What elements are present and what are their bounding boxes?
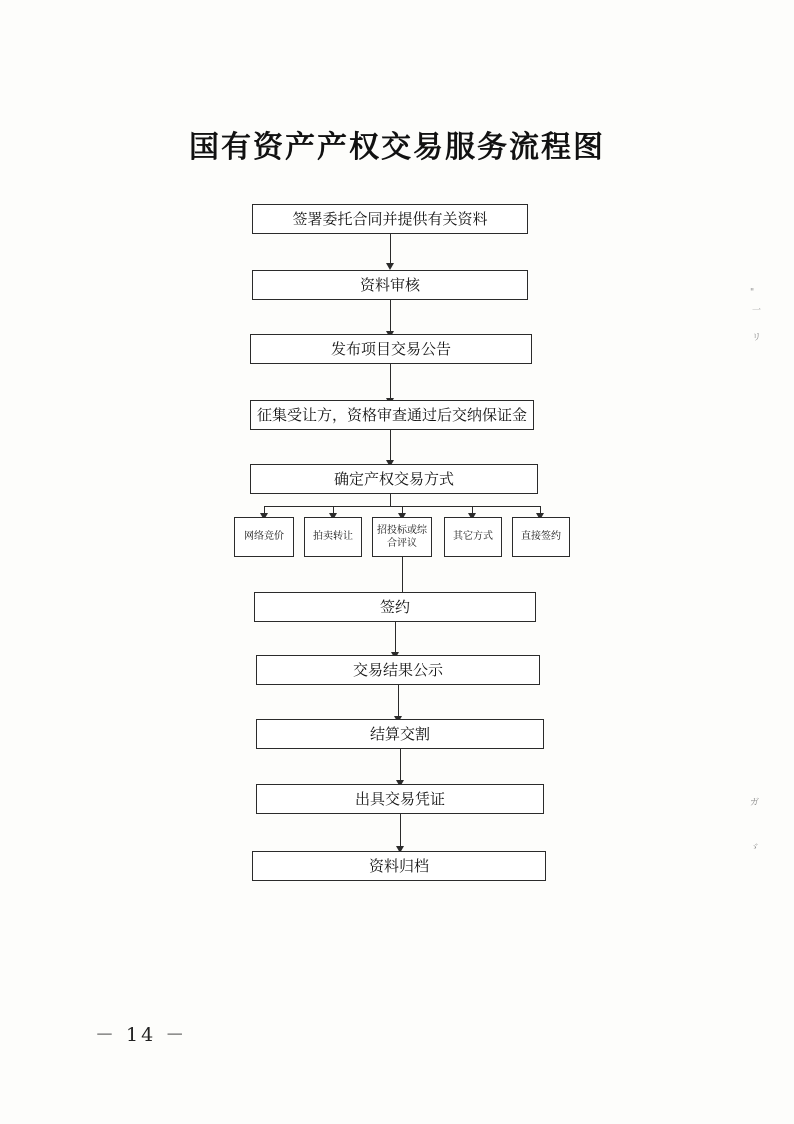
branch-box-3 bbox=[372, 517, 432, 557]
arrow-1 bbox=[386, 263, 394, 270]
flow-step-1 bbox=[252, 204, 528, 234]
connector-9 bbox=[400, 814, 401, 848]
branch-stem bbox=[390, 494, 391, 506]
flow-step-5 bbox=[250, 464, 538, 494]
flow-step-7-label: 交易结果公示 bbox=[352, 660, 443, 679]
flow-step-2 bbox=[252, 270, 528, 300]
branch-box-1 bbox=[234, 517, 294, 557]
connector-8 bbox=[400, 749, 401, 782]
connector-7 bbox=[398, 685, 399, 718]
flow-step-3 bbox=[250, 334, 532, 364]
flow-step-3-label: 发布项目交易公告 bbox=[330, 339, 451, 358]
branch-box-4-label: 其它方式 bbox=[453, 531, 493, 543]
page-title: 国有资产产权交易服务流程图 bbox=[189, 130, 605, 165]
connector-3 bbox=[390, 364, 391, 400]
branch-box-4 bbox=[444, 517, 502, 557]
margin-mark-3: リ bbox=[752, 333, 762, 343]
flow-step-4 bbox=[250, 400, 534, 430]
flow-step-2-label: 资料审核 bbox=[359, 275, 420, 294]
flow-step-5-label: 确定产权交易方式 bbox=[333, 469, 454, 488]
merge-connector bbox=[402, 557, 403, 592]
flow-step-6 bbox=[254, 592, 536, 622]
flow-step-10-label: 资料归档 bbox=[368, 856, 429, 875]
flow-step-6-label: 签约 bbox=[379, 597, 410, 616]
margin-mark-2: 一 bbox=[752, 306, 762, 316]
flow-step-8-label: 结算交割 bbox=[369, 724, 430, 743]
margin-mark-4: ガ bbox=[750, 798, 760, 808]
branch-box-5-label: 直接签约 bbox=[521, 531, 561, 543]
connector-4 bbox=[390, 430, 391, 462]
flow-step-1-label: 签署委托合同并提供有关资料 bbox=[292, 209, 488, 228]
branch-box-2 bbox=[304, 517, 362, 557]
connector-1 bbox=[390, 234, 391, 265]
flow-step-9 bbox=[256, 784, 544, 814]
branch-box-5 bbox=[512, 517, 570, 557]
flow-step-4-label: 征集受让方，资格审查通过后交纳保证金 bbox=[256, 405, 527, 424]
connector-2 bbox=[390, 300, 391, 333]
flow-step-7 bbox=[256, 655, 540, 685]
branch-box-2-label: 拍卖转让 bbox=[313, 531, 353, 543]
branch-box-1-label: 网络竞价 bbox=[244, 531, 284, 543]
flow-step-9-label: 出具交易凭证 bbox=[354, 789, 445, 808]
margin-mark-5: ゞ bbox=[750, 843, 760, 853]
flow-step-8 bbox=[256, 719, 544, 749]
flow-step-10 bbox=[252, 851, 546, 881]
connector-6 bbox=[395, 622, 396, 654]
page-number: － 14 － bbox=[95, 1024, 188, 1046]
margin-mark-1: " bbox=[750, 288, 755, 298]
branch-box-3-label: 招投标或综合评议 bbox=[377, 524, 427, 549]
